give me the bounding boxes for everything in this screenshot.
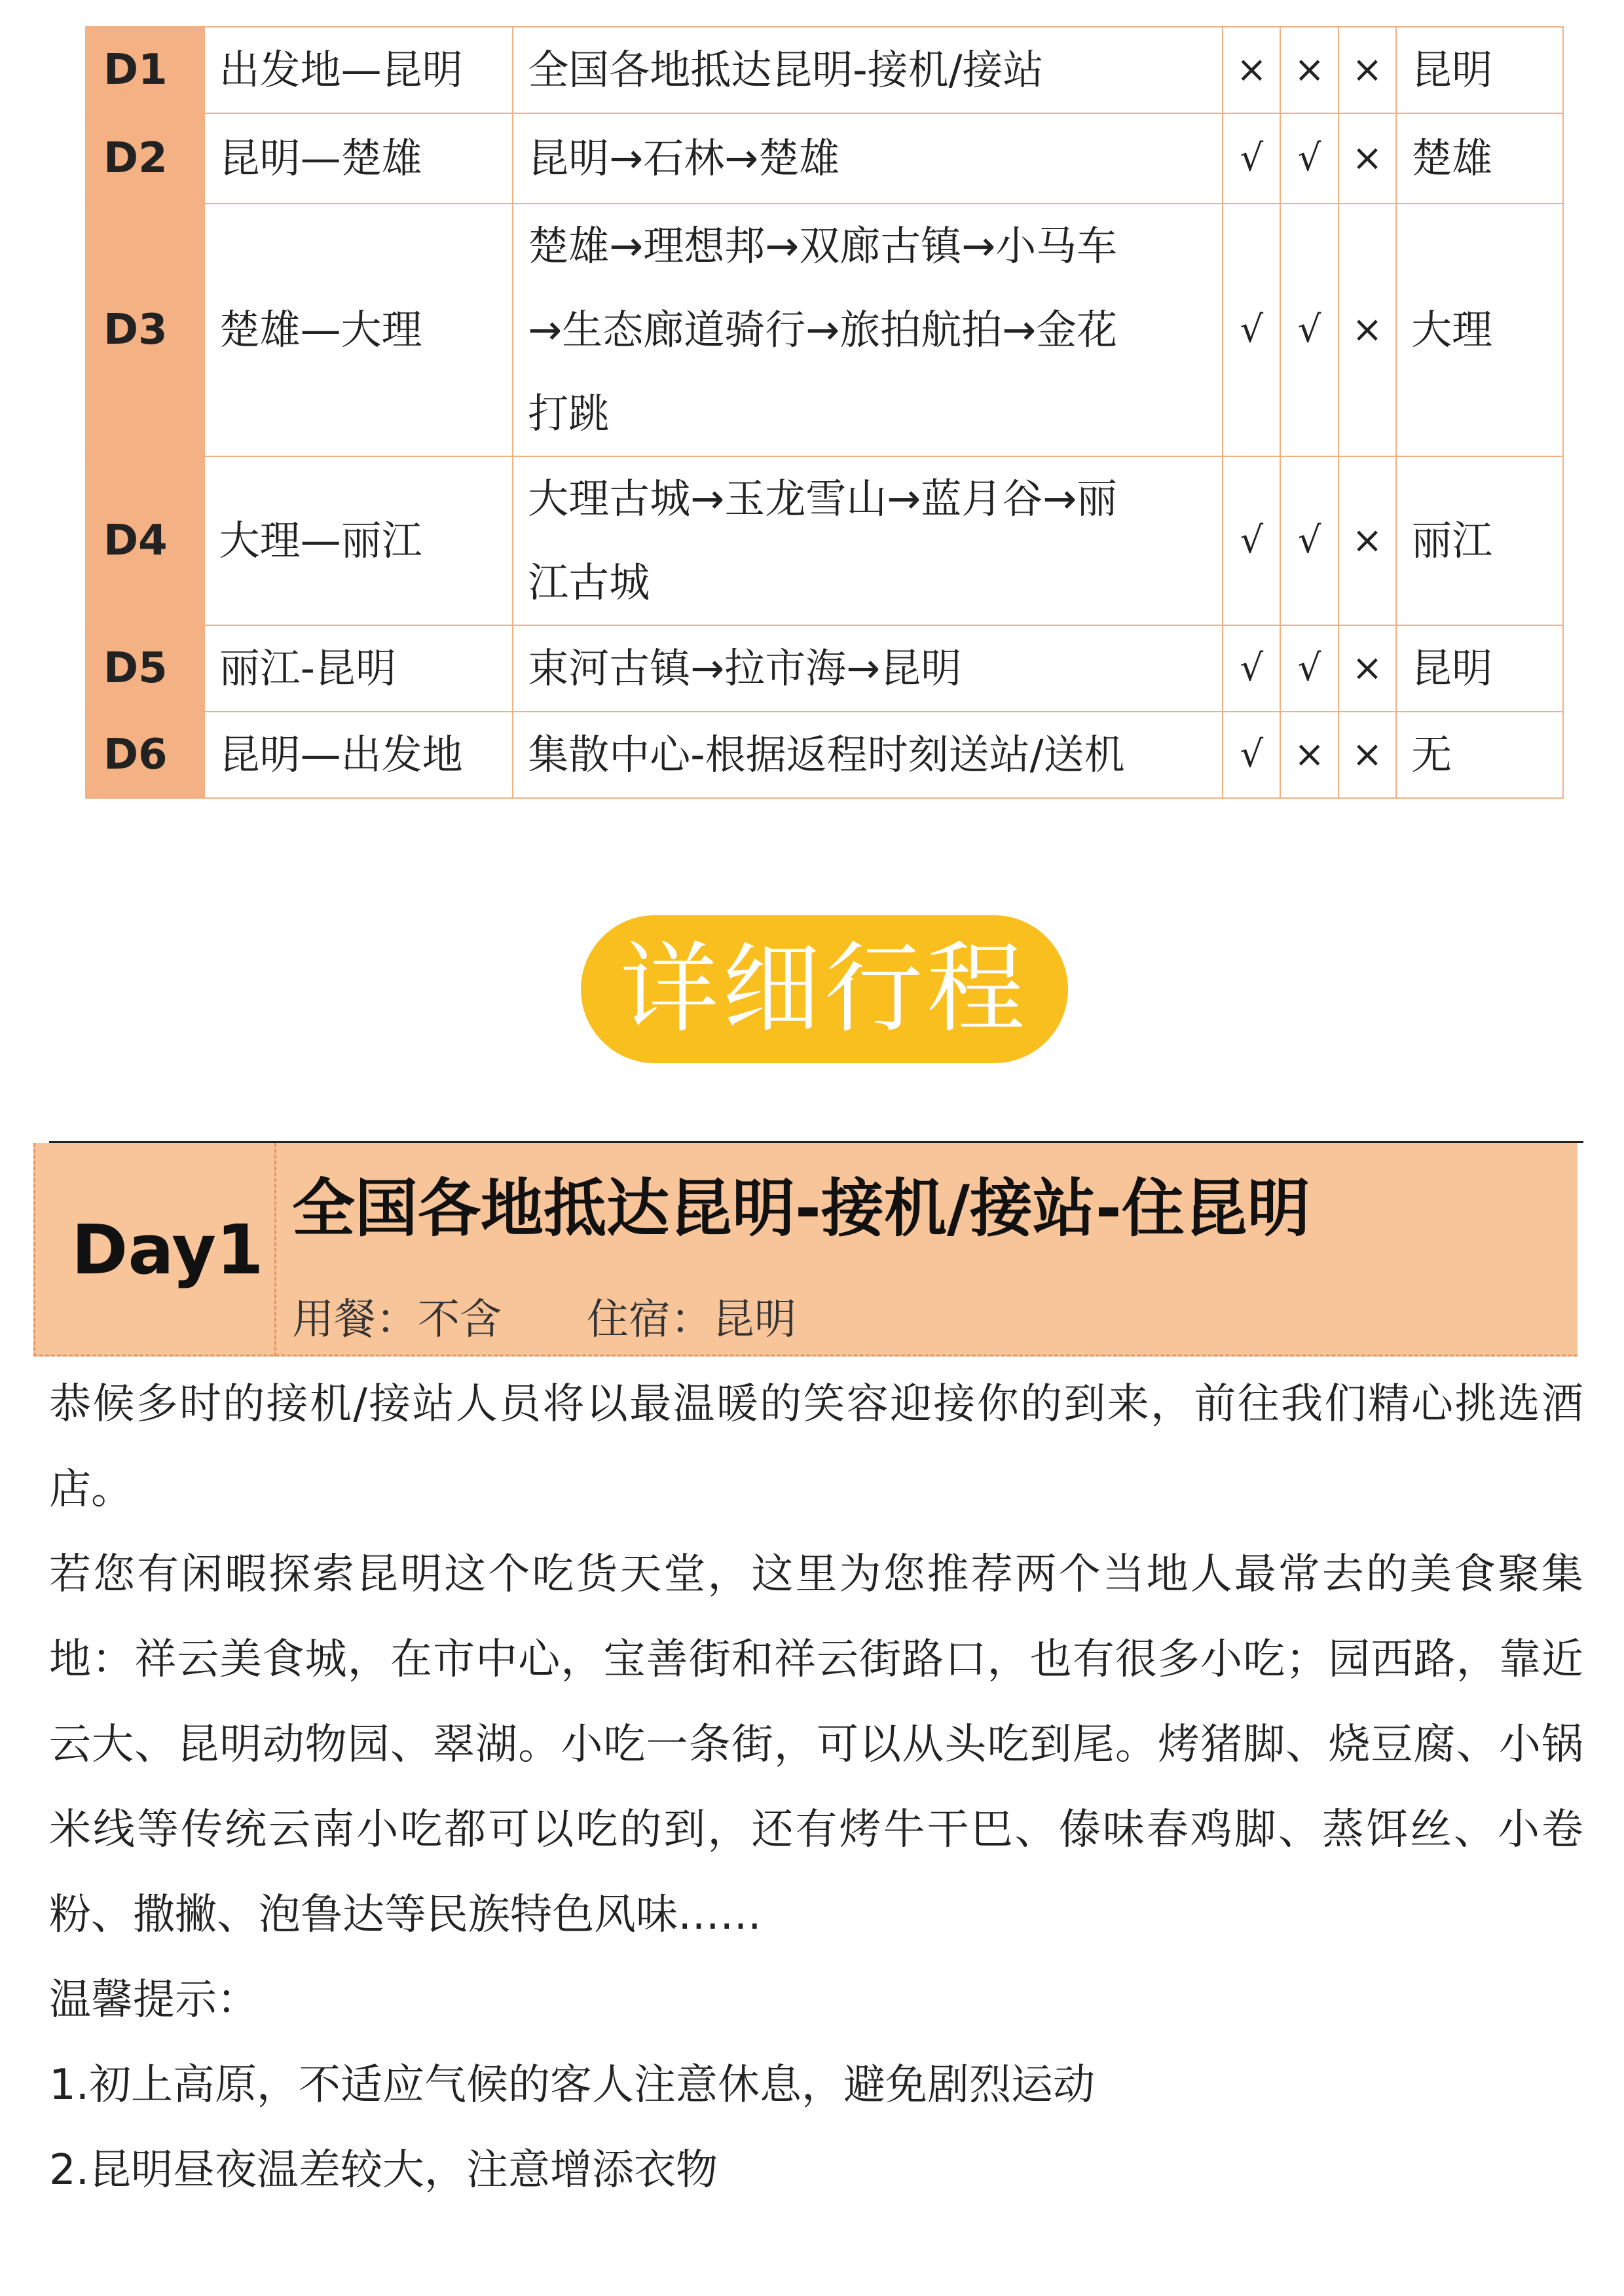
paragraph: 恭候多时的接机/接站人员将以最温暖的笑容迎接你的到来，前往我们精心挑选酒店。 xyxy=(49,1380,1583,1514)
day-label: Day1 xyxy=(71,1210,264,1290)
day-cell: D1 xyxy=(86,27,204,113)
lunch-cell: √ xyxy=(1280,204,1338,456)
day-cell: D2 xyxy=(86,113,204,204)
meals-info: 用餐：不含 xyxy=(292,1296,502,1344)
dinner-cell: × xyxy=(1338,27,1396,113)
divider xyxy=(274,1143,276,1357)
lodging-info: 住宿：昆明 xyxy=(587,1296,796,1344)
breakfast-cell: √ xyxy=(1223,712,1280,798)
segment-cell: 昆明—出发地 xyxy=(204,712,513,798)
breakfast-cell: √ xyxy=(1223,113,1280,204)
dinner-cell: × xyxy=(1338,204,1396,456)
hotel-cell: 昆明 xyxy=(1396,27,1563,113)
hotel-cell: 楚雄 xyxy=(1396,113,1563,204)
day-title: 全国各地抵达昆明-接机/接站-住昆明 xyxy=(292,1172,1310,1245)
route-line: 江古城 xyxy=(528,558,650,606)
breakfast-cell: √ xyxy=(1223,204,1280,456)
tip-item: 1.初上高原，不适应气候的客人注意休息，避免剧烈运动 xyxy=(49,2061,1096,2109)
lunch-cell: × xyxy=(1280,712,1338,798)
hotel-cell: 无 xyxy=(1396,712,1563,798)
day-cell: D5 xyxy=(86,625,204,712)
table-row xyxy=(86,113,1563,204)
breakfast-cell: × xyxy=(1223,27,1280,113)
route-line: 楚雄→理想邦→双廊古镇→小马车 xyxy=(528,222,1118,270)
route-cell xyxy=(513,204,1223,456)
dinner-cell: × xyxy=(1338,712,1396,798)
segment-cell: 出发地—昆明 xyxy=(204,27,513,113)
segment-cell: 昆明—楚雄 xyxy=(204,113,513,204)
section-title-badge: 详细行程 xyxy=(581,915,1068,1063)
table-row xyxy=(86,204,1563,456)
table-row xyxy=(86,712,1563,798)
dinner-cell: × xyxy=(1338,113,1396,204)
day1-header xyxy=(33,1143,1578,1357)
route-cell: 全国各地抵达昆明-接机/接站 xyxy=(513,27,1223,113)
route-line: 打跳 xyxy=(528,390,610,437)
day-meta xyxy=(292,1286,796,1346)
route-cell: 集散中心-根据返程时刻送站/送机 xyxy=(513,712,1223,798)
dinner-cell: × xyxy=(1338,456,1396,625)
breakfast-cell: √ xyxy=(1223,456,1280,625)
hotel-cell: 大理 xyxy=(1396,204,1563,456)
tips-heading: 温馨提示： xyxy=(49,1976,259,2024)
route-cell: 束河古镇→拉市海→昆明 xyxy=(513,625,1223,712)
route-cell: 昆明→石林→楚雄 xyxy=(513,113,1223,204)
segment-cell: 大理—丽江 xyxy=(204,456,513,625)
table-row xyxy=(86,456,1563,625)
route-cell xyxy=(513,456,1223,625)
segment-cell: 丽江-昆明 xyxy=(204,625,513,712)
table-row xyxy=(86,27,1563,113)
route-line: 大理古城→玉龙雪山→蓝月谷→丽 xyxy=(528,475,1118,522)
day-cell: D4 xyxy=(86,456,204,625)
lunch-cell: × xyxy=(1280,27,1338,113)
lunch-cell: √ xyxy=(1280,113,1338,204)
tip-item: 2.昆明昼夜温差较大，注意增添衣物 xyxy=(49,2146,718,2195)
dinner-cell: × xyxy=(1338,625,1396,712)
segment-cell: 楚雄—大理 xyxy=(204,204,513,456)
day1-description xyxy=(49,1362,1583,2213)
day-cell: D3 xyxy=(86,204,204,456)
route-line: →生态廊道骑行→旅拍航拍→金花 xyxy=(528,306,1118,354)
lunch-cell: √ xyxy=(1280,625,1338,712)
itinerary-summary-table xyxy=(85,26,1564,799)
table-row xyxy=(86,625,1563,712)
day-cell: D6 xyxy=(86,712,204,798)
hotel-cell: 昆明 xyxy=(1396,625,1563,712)
paragraph: 若您有闲暇探索昆明这个吃货天堂，这里为您推荐两个当地人最常去的美食聚集地：祥云美食城，在市中心，宝善街和祥云街路口，也有很多小吃；园西路，靠近云大、昆明动物园、翠湖。小吃一条街，可以从头吃到尾。烤猪脚、烧豆腐、小锅米线等传统云南小吃都可以吃的到，还有烤牛干巴、傣味春鸡脚、蒸饵丝、小卷粉、撒撇、泡鲁达等民族特色风味…… xyxy=(49,1550,1583,1939)
breakfast-cell: √ xyxy=(1223,625,1280,712)
hotel-cell: 丽江 xyxy=(1396,456,1563,625)
lunch-cell: √ xyxy=(1280,456,1338,625)
